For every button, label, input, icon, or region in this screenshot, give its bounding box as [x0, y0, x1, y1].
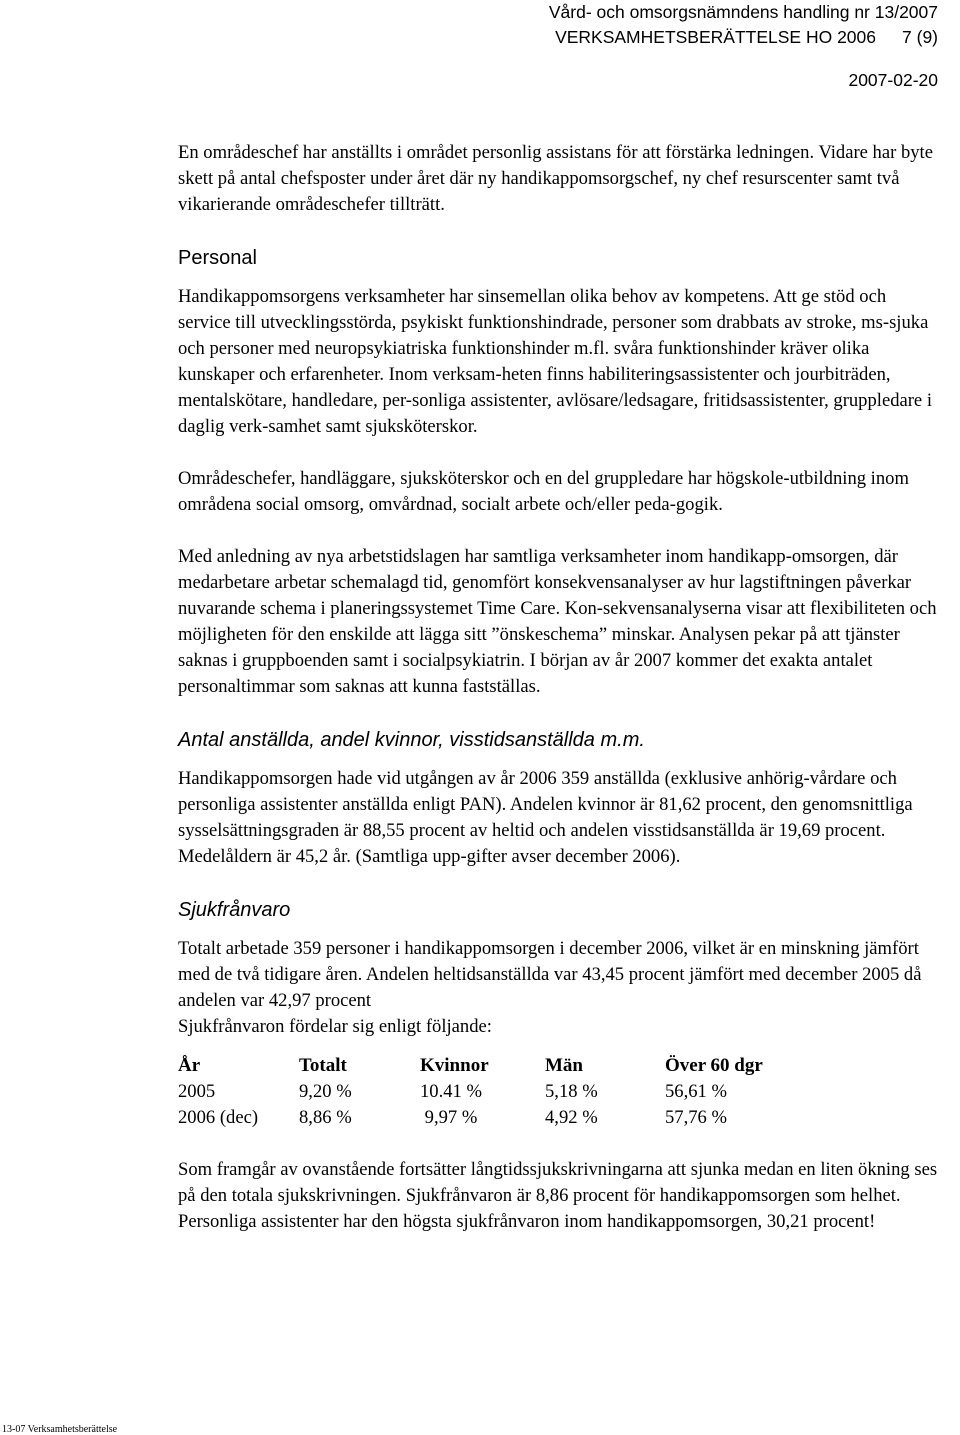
table-cell: 2006 (dec)	[178, 1107, 259, 1128]
table-cell: 9,20 %	[299, 1081, 352, 1102]
table-header-cell: Över 60 dgr	[665, 1055, 763, 1076]
antal-paragraph: Handikappomsorgen hade vid utgången av år 2006 359 anställda (exklusive anhörig-vårdare och personliga assistenter anställda enligt PAN). Andelen kvinnor är 81,62 procent, den genomsnittliga sysselsättningsgraden är 88,55 procent av heltid och andelen visstidsanställda är 19,69 procent. Medelåldern är 45,2 år. (Samtliga upp-gifter avser december 2006).	[178, 768, 913, 867]
personal-paragraph-2: Områdeschefer, handläggare, sjuksköterskor och en del gruppledare har högskole-utbildning inom områdena social omsorg, omvårdnad, socialt arbete och/eller peda-gogik.	[178, 468, 909, 515]
section-heading-antal: Antal anställda, andel kvinnor, visstidsanställda m.m.	[178, 729, 645, 751]
table-header-row	[178, 1053, 805, 1079]
table-header-cell: Kvinnor	[420, 1055, 489, 1076]
table-header-cell: År	[178, 1055, 201, 1076]
table-cell: 57,76 %	[665, 1107, 727, 1128]
personal-paragraph-1: Handikappomsorgens verksamheter har sinsemellan olika behov av kompetens. Att ge stöd och service till utvecklingsstörda, psykiskt funktionshindrade, personer som drabbats av stroke, ms-sjuka och personer med neuropsykiatriska funktionshinder m.fl. svåra funktionshinder kräver olika kunskaper och erfarenheter. Inom verksam-heten finns habiliteringsassistenter och jourbiträden, mentalskötare, handledare, per-sonliga assistenter, avlösare/ledsagare, fritidsassistenter, gruppledare i daglig verk-samhet samt sjuksköterskor.	[178, 286, 932, 437]
document-header-subtitle	[555, 25, 938, 49]
sick-leave-table	[178, 1053, 805, 1131]
sjuk-conclusion-paragraph: Som framgår av ovanstående fortsätter långtidssjukskrivningarna att sjunka medan en liten ökning ses på den totala sjukskrivningen. Sjukfrånvaron är 8,86 procent för handikappomsorgen som helhet. Personliga assistenter har den högsta sjukfrånvaron inom handikappomsorgen, 30,21 procent!	[178, 1159, 938, 1232]
table-cell: 8,86 %	[299, 1107, 352, 1128]
document-header-title: Vård- och omsorgsnämndens handling nr 13/2007	[548, 2, 938, 22]
personal-paragraph-3: Med anledning av nya arbetstidslagen har samtliga verksamheter inom handikapp-omsorgen, där medarbetare arbetar schemalagd tid, genomfört konsekvensanalyser av hur lagstiftningen påverkar nuvarande schema i planeringssystemet Time Care. Kon-sekvensanalyserna visar att flexibiliteten och möjligheten för den enskilde att lägga sitt ”önskeschema” minskar. Analysen pekar på att tjänster saknas i gruppboenden samt i socialpsykiatrin. I början av år 2007 kommer det exakta antalet personaltimmar som saknas att kunna fastställas.	[178, 546, 937, 697]
page-number: 7 (9)	[902, 27, 938, 47]
section-heading-personal: Personal	[178, 247, 257, 269]
document-body	[178, 140, 940, 1235]
table-cell: 2005	[178, 1081, 216, 1102]
intro-paragraph: En områdeschef har anställts i området personlig assistans för att förstärka ledningen. Vidare har byte skett på antal chefsposter under året där ny handikappomsorgschef, ny chef resurscenter samt två vikarierande områdeschefer tillträtt.	[178, 142, 933, 215]
sjuk-paragraph-2: Sjukfrånvaron fördelar sig enligt följande:	[178, 1016, 492, 1037]
table-row	[178, 1079, 805, 1105]
sjuk-paragraph-1: Totalt arbetade 359 personer i handikappomsorgen i december 2006, vilket är en minskning jämfört med de två tidigare åren. Andelen heltidsanställda var 43,45 procent jämfört med december 2005 då andelen var 42,97 procent	[178, 938, 922, 1011]
table-cell: 9,97 %	[420, 1107, 478, 1128]
document-date: 2007-02-20	[848, 70, 938, 90]
table-header-cell: Totalt	[299, 1055, 347, 1076]
table-cell: 5,18 %	[545, 1081, 598, 1102]
table-header-cell: Män	[545, 1055, 583, 1076]
table-cell: 56,61 %	[665, 1081, 727, 1102]
table-cell: 4,92 %	[545, 1107, 598, 1128]
report-title: VERKSAMHETSBERÄTTELSE HO 2006	[555, 27, 877, 47]
table-cell: 10.41 %	[420, 1081, 482, 1102]
section-heading-sjukfranvaro: Sjukfrånvaro	[178, 899, 291, 921]
page-footer: 13-07 Verksamhetsberättelse	[2, 1424, 118, 1435]
table-row	[178, 1105, 805, 1131]
